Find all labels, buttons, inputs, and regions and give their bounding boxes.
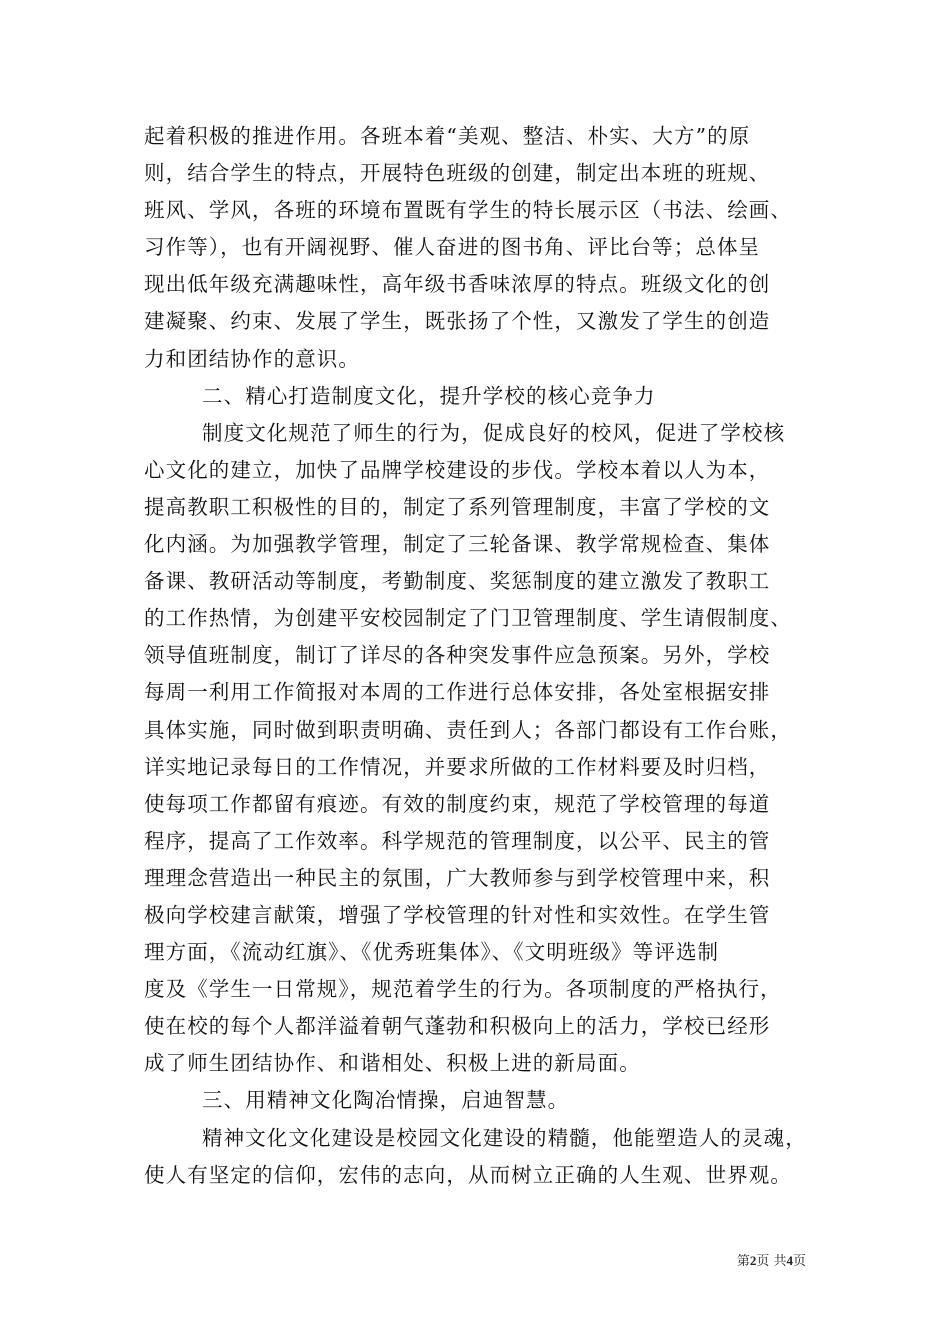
text-line: 起着积极的推进作用。各班本着“美观、整洁、朴实、大方”的原	[144, 124, 751, 148]
page-number-footer	[737, 1252, 806, 1271]
text-line: 力和团结协作的意识。	[144, 346, 360, 371]
text-line: 每周一利用工作简报对本周的工作进行总体安排，各处室根据安排	[144, 680, 771, 705]
text-line: 心文化的建立，加快了品牌学校建设的步伐。学校本着以人为本，	[144, 457, 771, 482]
text-line: 建凝聚、约束、发展了学生，既张扬了个性，又激发了学生的创造	[144, 309, 771, 334]
text-line: 度及《学生一日常规》，规范着学生的行为。各项制度的严格执行，	[144, 977, 782, 1002]
paragraph-first-line: 精神文化文化建设是校园文化建设的精髓，他能塑造人的灵魂，	[202, 1125, 807, 1150]
text-line: 现出低年级充满趣味性，高年级书香味浓厚的特点。班级文化的创	[144, 272, 771, 297]
text-line: 理方面，《流动红旗》、《优秀班集体》、《文明班级》等评选制	[144, 940, 720, 965]
text-line: 极向学校建言献策，增强了学校管理的针对性和实效性。在学生管	[144, 902, 771, 927]
section-heading: 三、用精神文化陶冶情操，启迪智慧。	[202, 1088, 570, 1113]
text-line: 详实地记录每日的工作情况，并要求所做的工作材料要及时归档，	[144, 754, 771, 779]
text-line: 备课、教研活动等制度，考勤制度、奖惩制度的建立激发了教职工	[144, 569, 771, 594]
text-line: 理理念营造出一种民主的氛围，广大教师参与到学校管理中来，积	[144, 865, 771, 890]
text-line: 化内涵。为加强教学管理，制定了三轮备课、教学常规检查、集体	[144, 532, 771, 557]
section-heading: 二、精心打造制度文化，提升学校的核心竞争力	[202, 383, 656, 408]
text-line: 使人有坚定的信仰，宏伟的志向，从而树立正确的人生观、世界观。	[144, 1162, 792, 1187]
current-page-number: 2	[749, 1253, 757, 1268]
footer-suffix: 页	[792, 1254, 806, 1269]
total-pages-number: 4	[786, 1253, 793, 1268]
text-line: 成了师生团结协作、和谐相处、积极上进的新局面。	[144, 1051, 641, 1076]
text-line: 使每项工作都留有痕迹。有效的制度约束，规范了学校管理的每道	[144, 791, 771, 816]
footer-middle: 页 共	[756, 1254, 787, 1269]
footer-prefix: 第	[736, 1254, 750, 1269]
text-line: 班风、学风，各班的环境布置既有学生的特长展示区（书法、绘画、	[144, 198, 792, 223]
text-line: 使在校的每个人都洋溢着朝气蓬勃和积极向上的活力，学校已经形	[144, 1014, 771, 1039]
text-line: 领导值班制度，制订了详尽的各种突发事件应急预案。另外，学校	[144, 643, 771, 668]
text-line: 习作等），也有开阔视野、催人奋进的图书角、评比台等；总体呈	[144, 235, 761, 260]
paragraph-first-line: 制度文化规范了师生的行为，促成良好的校风，促进了学校核	[202, 420, 786, 445]
document-body	[144, 118, 822, 1194]
text-line: 程序，提高了工作效率。科学规范的管理制度，以公平、民主的管	[144, 828, 771, 853]
text-line: 具体实施，同时做到职责明确、责任到人；各部门都设有工作台账，	[144, 717, 792, 742]
text-line: 提高教职工积极性的目的，制定了系列管理制度，丰富了学校的文	[144, 494, 771, 519]
text-line: 则，结合学生的特点，开展特色班级的创建，制定出本班的班规、	[144, 161, 771, 186]
text-line: 的工作热情，为创建平安校园制定了门卫管理制度、学生请假制度、	[144, 606, 792, 631]
